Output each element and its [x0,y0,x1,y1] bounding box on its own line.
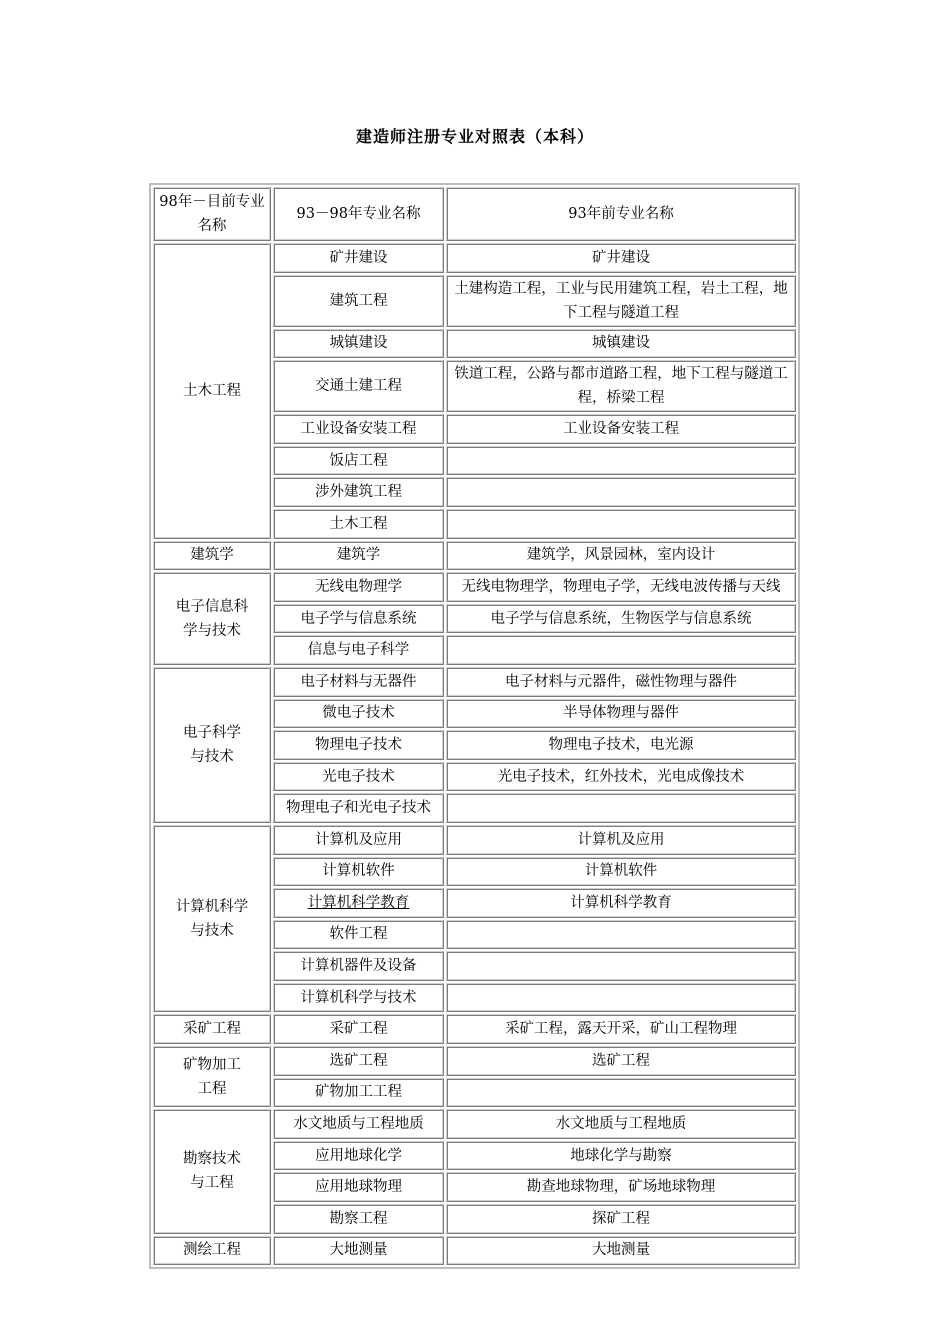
mid-major-cell: 土木工程 [273,509,444,539]
mid-major-cell: 光电子技术 [273,762,444,792]
table-row [153,1236,796,1266]
old-major-cell [446,1078,796,1108]
old-major-cell [446,446,796,476]
group-cell: 土木工程 [153,243,271,539]
old-major-cell [446,983,796,1013]
table-row [153,667,796,697]
mid-major-cell: 饭店工程 [273,446,444,476]
group-cell: 采矿工程 [153,1014,271,1044]
old-major-cell [446,920,796,950]
group-cell [153,1109,271,1233]
group-cell [153,572,271,665]
page-title: 建造师注册专业对照表（本科） [355,127,594,146]
table-row [153,243,796,273]
mid-major-cell: 计算机软件 [273,857,444,887]
table-row [153,825,796,855]
mid-major-cell: 交通土建工程 [273,360,444,412]
old-major-cell: 水文地质与工程地质 [446,1109,796,1139]
old-major-cell: 计算机科学教育 [446,888,796,918]
old-major-cell: 土建构造工程，工业与民用建筑工程，岩土工程，地下工程与隧道工程 [446,275,796,327]
mid-major-cell: 计算机器件及设备 [273,951,444,981]
old-major-cell: 大地测量 [446,1236,796,1266]
mid-major-cell: 电子材料与无器件 [273,667,444,697]
header-pre-93-major: 93年前专业名称 [446,187,796,241]
mid-major-cell [273,888,444,918]
old-major-cell: 城镇建设 [446,329,796,359]
old-major-cell: 采矿工程，露天开采，矿山工程物理 [446,1014,796,1044]
mid-major-cell: 应用地球物理 [273,1172,444,1202]
group-cell [153,667,271,823]
mid-major-cell: 城镇建设 [273,329,444,359]
mid-major-cell: 建筑学 [273,541,444,571]
major-mapping-table [149,183,800,1269]
old-major-cell: 矿井建设 [446,243,796,273]
table-row [153,572,796,602]
old-major-cell [446,509,796,539]
table-row [153,1046,796,1076]
table-row [153,1109,796,1139]
old-major-cell [446,635,796,665]
mid-major-cell: 选矿工程 [273,1046,444,1076]
old-major-cell: 物理电子技术，电光源 [446,730,796,760]
old-major-cell: 工业设备安装工程 [446,414,796,444]
old-major-cell [446,477,796,507]
mid-major-cell: 微电子技术 [273,699,444,729]
mid-major-cell: 建筑工程 [273,275,444,327]
old-major-cell: 半导体物理与器件 [446,699,796,729]
old-major-cell: 铁道工程，公路与都市道路工程，地下工程与隧道工程，桥梁工程 [446,360,796,412]
mid-major-cell: 采矿工程 [273,1014,444,1044]
old-major-cell: 光电子技术，红外技术，光电成像技术 [446,762,796,792]
old-major-cell [446,793,796,823]
mid-major-cell: 涉外建筑工程 [273,477,444,507]
old-major-cell: 勘查地球物理，矿场地球物理 [446,1172,796,1202]
mid-major-cell: 矿物加工工程 [273,1078,444,1108]
mid-major-cell: 计算机科学与技术 [273,983,444,1013]
mid-major-cell: 信息与电子科学 [273,635,444,665]
mid-major-cell: 应用地球化学 [273,1141,444,1171]
group-label: 矿物加工工程 [183,1056,241,1097]
group-label: 电子信息科学与技术 [175,598,249,639]
mid-major-cell: 勘察工程 [273,1204,444,1234]
old-major-cell: 电子材料与元器件，磁性物理与器件 [446,667,796,697]
group-label: 计算机科学与技术 [175,898,249,939]
mid-major-cell: 物理电子技术 [273,730,444,760]
group-cell: 测绘工程 [153,1236,271,1266]
group-cell [153,1046,271,1107]
group-cell: 建筑学 [153,541,271,571]
old-major-cell [446,951,796,981]
old-major-cell: 选矿工程 [446,1046,796,1076]
header-current-major: 98年－目前专业名称 [153,187,271,241]
mid-major-cell: 无线电物理学 [273,572,444,602]
group-label: 勘察技术与工程 [183,1151,241,1192]
group-cell [153,825,271,1013]
mid-major-cell: 矿井建设 [273,243,444,273]
old-major-cell: 计算机软件 [446,857,796,887]
old-major-cell: 建筑学，风景园林，室内设计 [446,541,796,571]
mid-major-cell: 计算机及应用 [273,825,444,855]
old-major-cell: 探矿工程 [446,1204,796,1234]
mid-major-cell: 水文地质与工程地质 [273,1109,444,1139]
old-major-cell: 电子学与信息系统，生物医学与信息系统 [446,604,796,634]
old-major-cell: 计算机及应用 [446,825,796,855]
mid-major-cell: 软件工程 [273,920,444,950]
table-row [153,541,796,571]
mid-major-cell: 电子学与信息系统 [273,604,444,634]
table-header-row [153,187,796,241]
mid-major-cell: 物理电子和光电子技术 [273,793,444,823]
mid-major-text: 计算机科学教育 [307,894,410,911]
group-label: 电子科学与技术 [183,724,241,765]
table-row [153,1014,796,1044]
mid-major-cell: 工业设备安装工程 [273,414,444,444]
old-major-cell: 地球化学与勘察 [446,1141,796,1171]
header-93-98-major: 93－98年专业名称 [273,187,444,241]
mid-major-cell: 大地测量 [273,1236,444,1266]
old-major-cell: 无线电物理学，物理电子学，无线电波传播与天线 [446,572,796,602]
